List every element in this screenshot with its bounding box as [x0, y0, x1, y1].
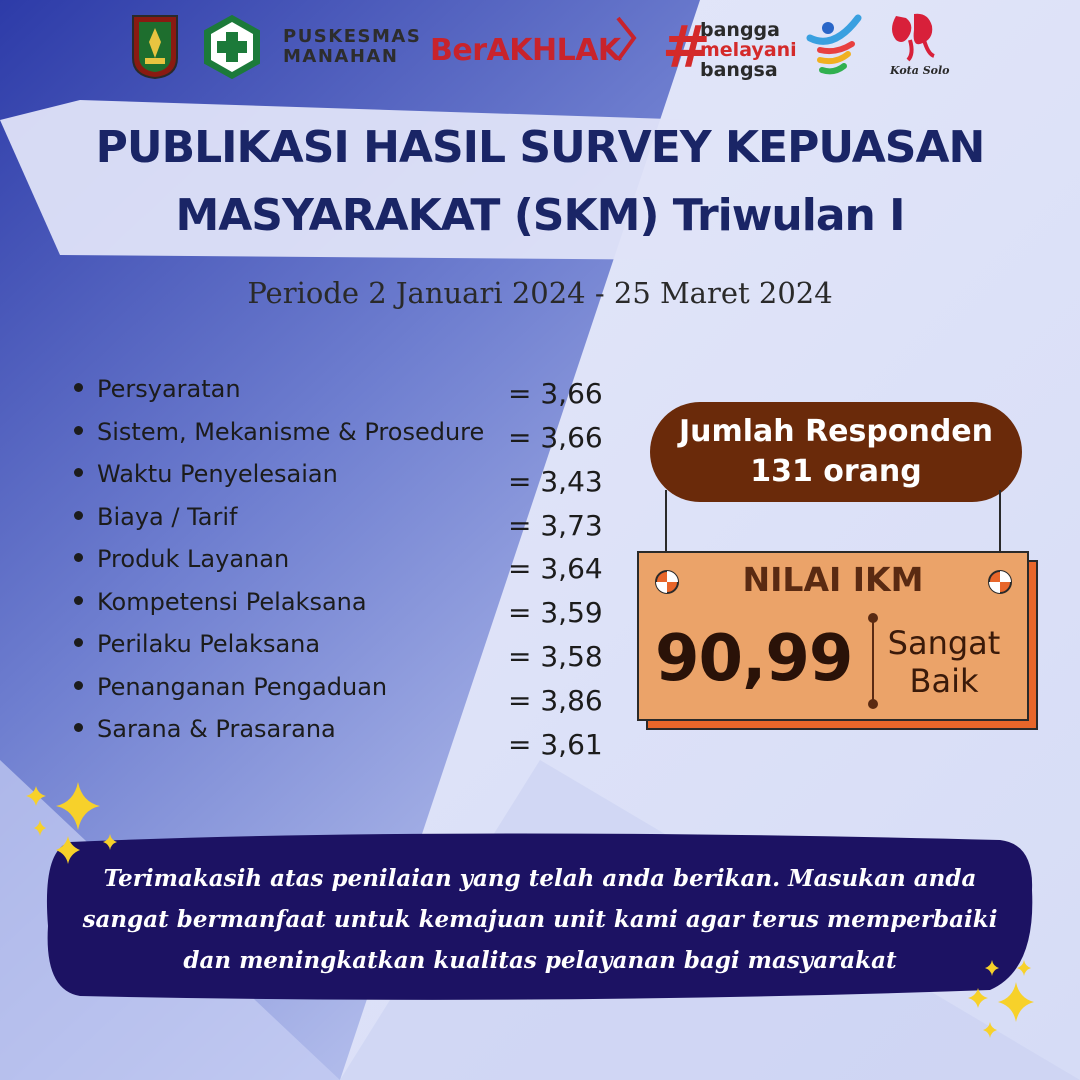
bangga-melayani-logo: # bangga melayani bangsa	[662, 13, 797, 81]
footer-message: Terimakasih atas penilaian yang telah anda berikan. Masukan anda sangat bermanfaat untuk kemajuan unit kami agar terus memperbaiki dan meningkatkan kualitas pelayanan bagi masyarakat	[82, 865, 998, 974]
item-value: = 3,59	[508, 596, 603, 629]
hash-icon: #	[662, 13, 711, 81]
item-value: = 3,66	[508, 377, 603, 410]
sparkle-icon	[22, 780, 132, 870]
responden-badge: Jumlah Responden 131 orang	[650, 402, 1022, 502]
hkn-logo-icon	[806, 14, 862, 80]
ikm-label: NILAI IKM	[742, 560, 924, 599]
kota-solo-logo: Kota Solo	[884, 10, 954, 82]
item-value: = 3,64	[508, 552, 603, 585]
list-item: Sarana & Prasarana	[74, 715, 336, 743]
bullet-icon	[74, 511, 83, 520]
chevron-right-icon	[614, 16, 638, 62]
title-line-1: PUBLIKASI HASIL SURVEY KEPUASAN	[95, 122, 985, 173]
list-item: Penanganan Pengaduan	[74, 673, 387, 701]
item-value: = 3,61	[508, 728, 603, 761]
bullet-icon	[74, 383, 83, 392]
list-item: Biaya / Tarif	[74, 503, 237, 531]
surakarta-emblem-icon	[131, 14, 179, 80]
ikm-divider	[866, 612, 880, 712]
page-title	[0, 114, 1080, 250]
sparkle-icon	[966, 958, 1042, 1044]
ikm-value: 90,99	[655, 622, 853, 696]
berakhlak-logo: BerAKHLAK	[430, 33, 621, 68]
ikm-category: Sangat Baik	[887, 624, 1001, 700]
list-item: Produk Layanan	[74, 545, 289, 573]
item-value: = 3,43	[508, 465, 603, 498]
period: Periode 2 Januari 2024 - 25 Maret 2024	[247, 276, 833, 310]
bullet-icon	[74, 638, 83, 647]
item-value: = 3,73	[508, 509, 603, 542]
list-item: Kompetensi Pelaksana	[74, 588, 367, 616]
item-value: = 3,66	[508, 421, 603, 454]
title-line-2: MASYARAKAT (SKM) Triwulan I	[175, 190, 905, 241]
bullet-icon	[74, 596, 83, 605]
list-item: Sistem, Mekanisme & Prosedure	[74, 418, 484, 446]
bullet-icon	[74, 553, 83, 562]
list-item: Waktu Penyelesaian	[74, 460, 338, 488]
item-value: = 3,86	[508, 684, 603, 717]
bullet-icon	[74, 681, 83, 690]
bullet-icon	[74, 468, 83, 477]
item-value: = 3,58	[508, 640, 603, 673]
list-item: Persyaratan	[74, 375, 241, 403]
kota-solo-butterfly-icon	[884, 10, 954, 64]
puskesmas-logo-icon	[201, 14, 263, 80]
puskesmas-name: PUSKESMAS MANAHAN	[283, 26, 422, 67]
bullet-icon	[74, 426, 83, 435]
list-item: Perilaku Pelaksana	[74, 630, 320, 658]
bullet-icon	[74, 723, 83, 732]
